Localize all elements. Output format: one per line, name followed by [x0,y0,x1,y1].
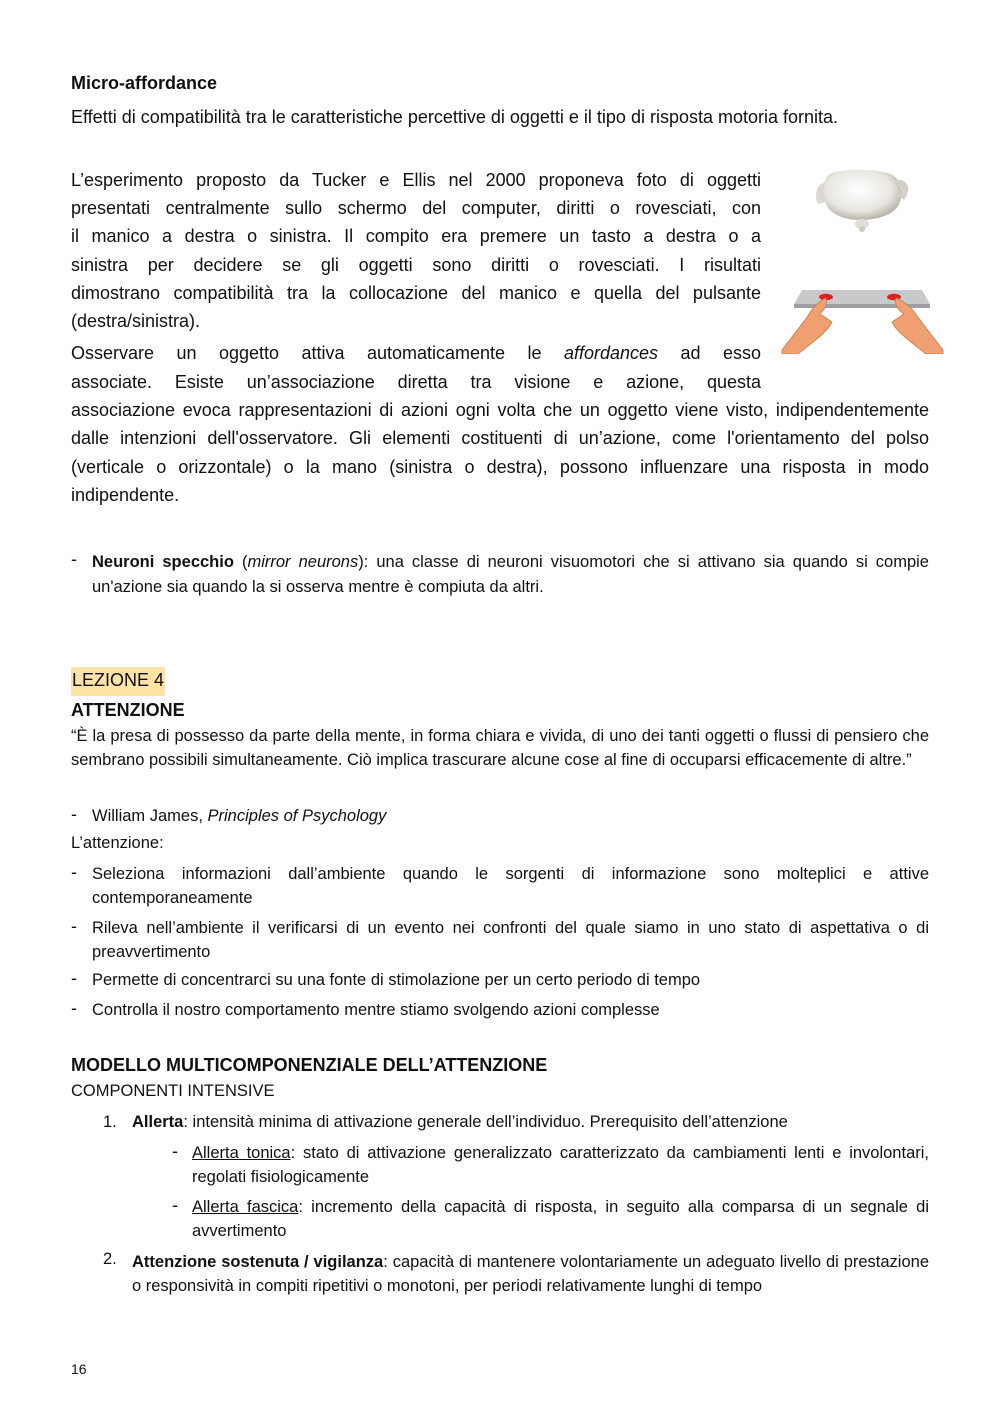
mirror-neurons-item: Neuroni specchio (mirror neurons): una classe di neuroni visuomotori che si attivano sia quando si compie un'azione sia quando la si osserva mentre è compiuta da altri. [92,553,929,596]
experiment-line: L’esperimento proposto da Tucker e Ellis nel 2000 proponeva foto di oggetti [71,170,761,190]
allerta-fascica-term: Allerta fascica [192,1198,299,1216]
attention-lead: L’attenzione: [71,834,164,852]
observe-line: associate. Esiste un’associazione diretta tra visione e azione, questa [71,371,761,392]
affordances-term: affordances [563,343,659,363]
keyboard-hands-image [780,282,945,354]
bullet-dash: - [172,1195,178,1215]
bullet-dash: - [71,998,77,1018]
intro-paragraph: Effetti di compatibilità tra le caratteristiche percettive di oggetti e il tipo di risposta motoria fornita. [71,107,839,127]
attention-item: Rileva nell’ambiente il verificarsi di un evento nei confronti del quale siamo in uno stato di aspettativa o di preavvertimento [92,919,929,961]
observe-line: Osservare un oggetto attiva automaticamente le affordances ad esso [71,343,761,363]
page-number: 16 [71,1361,87,1377]
bullet-dash: - [71,916,77,936]
james-quote: “È la presa di possesso da parte della mente, in forma chiara e vivida, di uno dei tanti oggetti o flussi di pensiero che sembrano possibili simultaneamente. Ciò implica trascurare alcune cose al fine di occuparsi efficacemente di altre.” [71,727,929,769]
experiment-line: presentati centralmente sullo schermo del computer, diritti o rovesciati, con [71,198,761,219]
attention-item: Permette di concentrarci su una fonte di stimolazione per un certo periodo di tempo [92,971,701,989]
experiment-line: dimostrano compatibilità tra la collocazione del manico e quella del pulsante [71,282,761,303]
attenzione-sostenuta-term: Attenzione sostenuta / vigilanza [132,1253,384,1271]
allerta-tonica-item: Allerta tonica: stato di attivazione generalizzato caratterizzato da cambiamenti lenti e involontari, regolati fisiologicamente [192,1144,929,1186]
attenzione-sostenuta-item: Attenzione sostenuta / vigilanza: capacità di mantenere volontariamente un adeguato livello di prestazione o responsività in compiti ripetitivi o monotoni, per periodi relativamente lunghi di tempo [132,1253,929,1295]
bullet-dash: - [71,549,77,569]
bullet-dash: - [71,804,77,824]
mirror-term-en: mirror neurons [247,553,359,571]
subsection-title: COMPONENTI INTENSIVE [71,1082,275,1100]
observe-paragraph-rest: associazione evoca rappresentazioni di azioni ogni volta che un oggetto viene visto, indipendentemente dalle intenzioni dell'osservatore. Gli elementi costituenti di un’azione, come l'orientamento del polso (verticale o orizzontale) o la mano (sinistra o destra), possono influenzare una risposta in modo indipendente. [71,400,929,506]
section-title-attenzione: ATTENZIONE [71,700,185,720]
experiment-line: il manico a destra o sinistra. Il compito era premere un tasto a destra o a [71,226,761,247]
allerta-term: Allerta [132,1113,184,1131]
experiment-line: (destra/sinistra). [71,311,201,332]
bullet-dash: - [71,862,77,882]
section-title-micro-affordance: Micro-affordance [71,73,218,93]
list-number: 2. [103,1250,117,1268]
mirror-term: Neuroni specchio [92,553,234,571]
experiment-paragraph [71,166,761,335]
experiment-line: sinistra per decidere se gli oggetti sono diritti o rovesciati. I risultati [71,254,761,275]
attention-item: Seleziona informazioni dall’ambiente quando le sorgenti di informazione sono molteplici e attive contemporaneamente [92,865,929,907]
allerta-item: Allerta: intensità minima di attivazione generale dell’individuo. Prerequisito dell’attenzione [132,1113,788,1131]
teapot-image [812,166,912,238]
observe-paragraph-head [71,339,761,396]
allerta-fascica-item: Allerta fascica: incremento della capacità di risposta, in seguito alla comparsa di un segnale di avvertimento [192,1198,929,1240]
list-number: 1. [103,1113,117,1131]
bullet-dash: - [71,968,77,988]
quote-work: Principles of Psychology [207,807,387,825]
bullet-dash: - [172,1141,178,1161]
quote-author: William James, Principles of Psychology [92,807,387,825]
lesson-label: LEZIONE 4 [71,667,165,696]
section-title-modello: MODELLO MULTICOMPONENZIALE DELL’ATTENZIONE [71,1055,548,1075]
attention-item: Controlla il nostro comportamento mentre stiamo svolgendo azioni complesse [92,1001,660,1019]
allerta-tonica-term: Allerta tonica [192,1144,291,1162]
